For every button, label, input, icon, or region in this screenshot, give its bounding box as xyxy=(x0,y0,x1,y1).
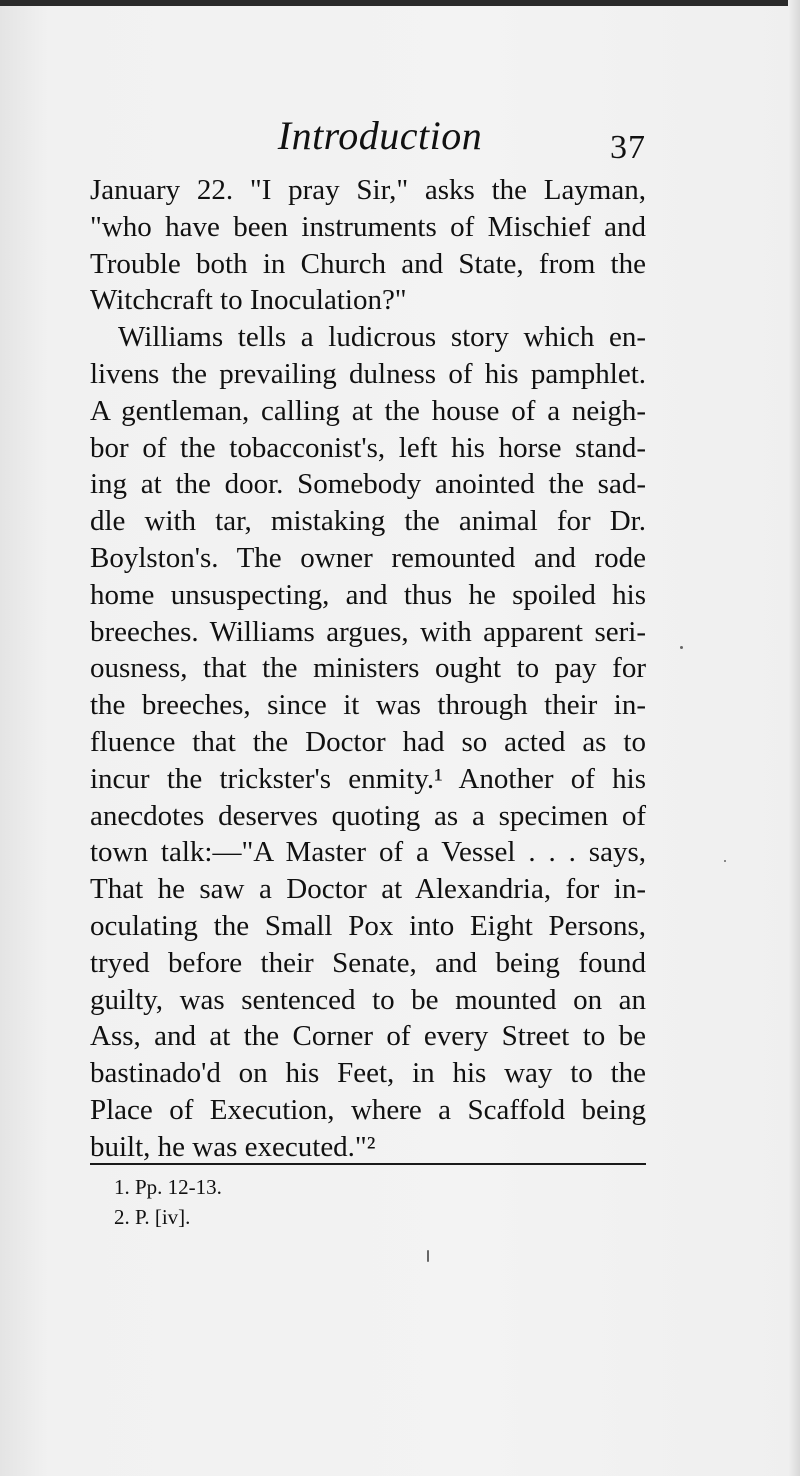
body-line: tryed before their Senate, and being found xyxy=(90,946,646,979)
running-head-title: Introduction xyxy=(277,113,483,158)
body-line: Ass, and at the Corner of every Street to be xyxy=(90,1020,646,1053)
body-line: town talk:—"A Master of a Vessel . . . says, xyxy=(90,836,646,869)
scan-speck xyxy=(724,860,726,862)
body-line: dle with tar, mistaking the animal for Dr. xyxy=(90,505,646,538)
body-line: Williams tells a ludicrous story which en- xyxy=(118,321,646,354)
body-line: That he saw a Doctor at Alexandria, for in- xyxy=(90,873,646,906)
scan-right-edge xyxy=(788,0,800,1476)
scan-speck xyxy=(427,1250,429,1262)
body-line: Boylston's. The owner remounted and rode xyxy=(90,541,646,574)
footnote: 2. P. [iv]. xyxy=(114,1205,191,1229)
body-line: A gentleman, calling at the house of a neigh- xyxy=(90,394,646,427)
body-line: bastinado'd on his Feet, in his way to the xyxy=(90,1057,646,1090)
body-line: guilty, was sentenced to be mounted on an xyxy=(90,983,646,1016)
body-line: built, he was executed."² xyxy=(90,1130,376,1163)
scan-top-edge xyxy=(0,0,800,6)
body-line: fluence that the Doctor had so acted as to xyxy=(90,725,646,758)
body-line: oculating the Small Pox into Eight Persons, xyxy=(90,909,646,942)
body-line: ing at the door. Somebody anointed the sad- xyxy=(90,468,646,501)
body-line: "who have been instruments of Mischief and xyxy=(90,210,646,243)
body-line: the breeches, since it was through their in- xyxy=(90,689,646,722)
body-line: ousness, that the ministers ought to pay for xyxy=(90,652,646,685)
body-line: January 22. "I pray Sir," asks the Layman, xyxy=(90,174,646,206)
body-line: home unsuspecting, and thus he spoiled his xyxy=(90,578,646,611)
body-line: incur the trickster's enmity.¹ Another of his xyxy=(90,762,646,795)
footnote-rule xyxy=(90,1163,646,1165)
scan-speck xyxy=(680,646,683,649)
body-line: anecdotes deserves quoting as a specimen of xyxy=(90,799,646,832)
body-line: livens the prevailing dulness of his pamphlet. xyxy=(90,357,646,390)
body-line: bor of the tobacconist's, left his horse stand- xyxy=(90,431,646,464)
footnotes xyxy=(114,1172,614,1232)
body-line: breeches. Williams argues, with apparent seri- xyxy=(90,615,646,648)
body-text xyxy=(90,172,646,1166)
body-line: Witchcraft to Inoculation?" xyxy=(90,284,407,317)
body-line: Trouble both in Church and State, from the xyxy=(90,247,646,280)
body-line: Place of Execution, where a Scaffold being xyxy=(90,1093,646,1126)
page-number: 37 xyxy=(610,129,646,166)
running-head xyxy=(90,112,646,172)
footnote: 1. Pp. 12-13. xyxy=(114,1175,222,1199)
